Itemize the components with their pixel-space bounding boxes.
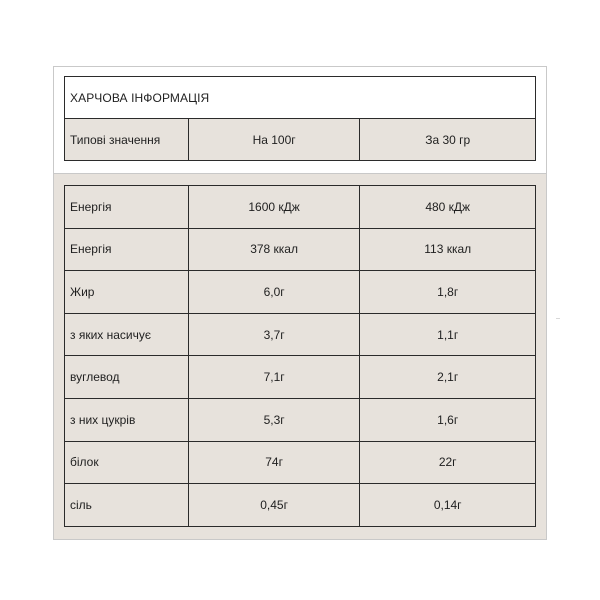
value-per-100g: 5,3г xyxy=(188,398,360,441)
value-per-30g: 22г xyxy=(360,441,536,484)
table-title: ХАРЧОВА ІНФОРМАЦІЯ xyxy=(65,77,536,119)
table-row xyxy=(65,271,536,314)
value-per-30g: 1,6г xyxy=(360,398,536,441)
nutrition-header-table xyxy=(64,76,536,161)
value-per-100g: 1600 кДж xyxy=(188,186,360,229)
table-row xyxy=(65,484,536,527)
table-row xyxy=(65,356,536,399)
nutrient-name: Жир xyxy=(65,271,189,314)
value-per-30g: 1,8г xyxy=(360,271,536,314)
nutrition-values-table xyxy=(64,185,536,527)
table-row xyxy=(65,228,536,271)
value-per-100g: 74г xyxy=(188,441,360,484)
value-per-30g: 2,1г xyxy=(360,356,536,399)
value-per-30g: 1,1г xyxy=(360,313,536,356)
table-row xyxy=(65,398,536,441)
nutrient-name: з яких насичує xyxy=(65,313,189,356)
value-per-100g: 378 ккал xyxy=(188,228,360,271)
value-per-30g: 480 кДж xyxy=(360,186,536,229)
value-per-30g: 0,14г xyxy=(360,484,536,527)
nutrient-name: сіль xyxy=(65,484,189,527)
nutrient-name: вуглевод xyxy=(65,356,189,399)
nutrient-name: з них цукрів xyxy=(65,398,189,441)
column-header-row xyxy=(65,119,536,161)
value-per-100g: 3,7г xyxy=(188,313,360,356)
value-per-100g: 0,45г xyxy=(188,484,360,527)
divider-mark xyxy=(556,318,560,319)
table-row xyxy=(65,186,536,229)
value-per-100g: 7,1г xyxy=(188,356,360,399)
value-per-100g: 6,0г xyxy=(188,271,360,314)
table-row xyxy=(65,313,536,356)
title-row xyxy=(65,77,536,119)
header-per-100g: На 100г xyxy=(188,119,360,161)
value-per-30g: 113 ккал xyxy=(360,228,536,271)
nutrient-name: Енергія xyxy=(65,186,189,229)
nutrient-name: Енергія xyxy=(65,228,189,271)
header-typical-values: Типові значення xyxy=(65,119,189,161)
table-row xyxy=(65,441,536,484)
header-per-30g: За 30 гр xyxy=(360,119,536,161)
nutrient-name: білок xyxy=(65,441,189,484)
